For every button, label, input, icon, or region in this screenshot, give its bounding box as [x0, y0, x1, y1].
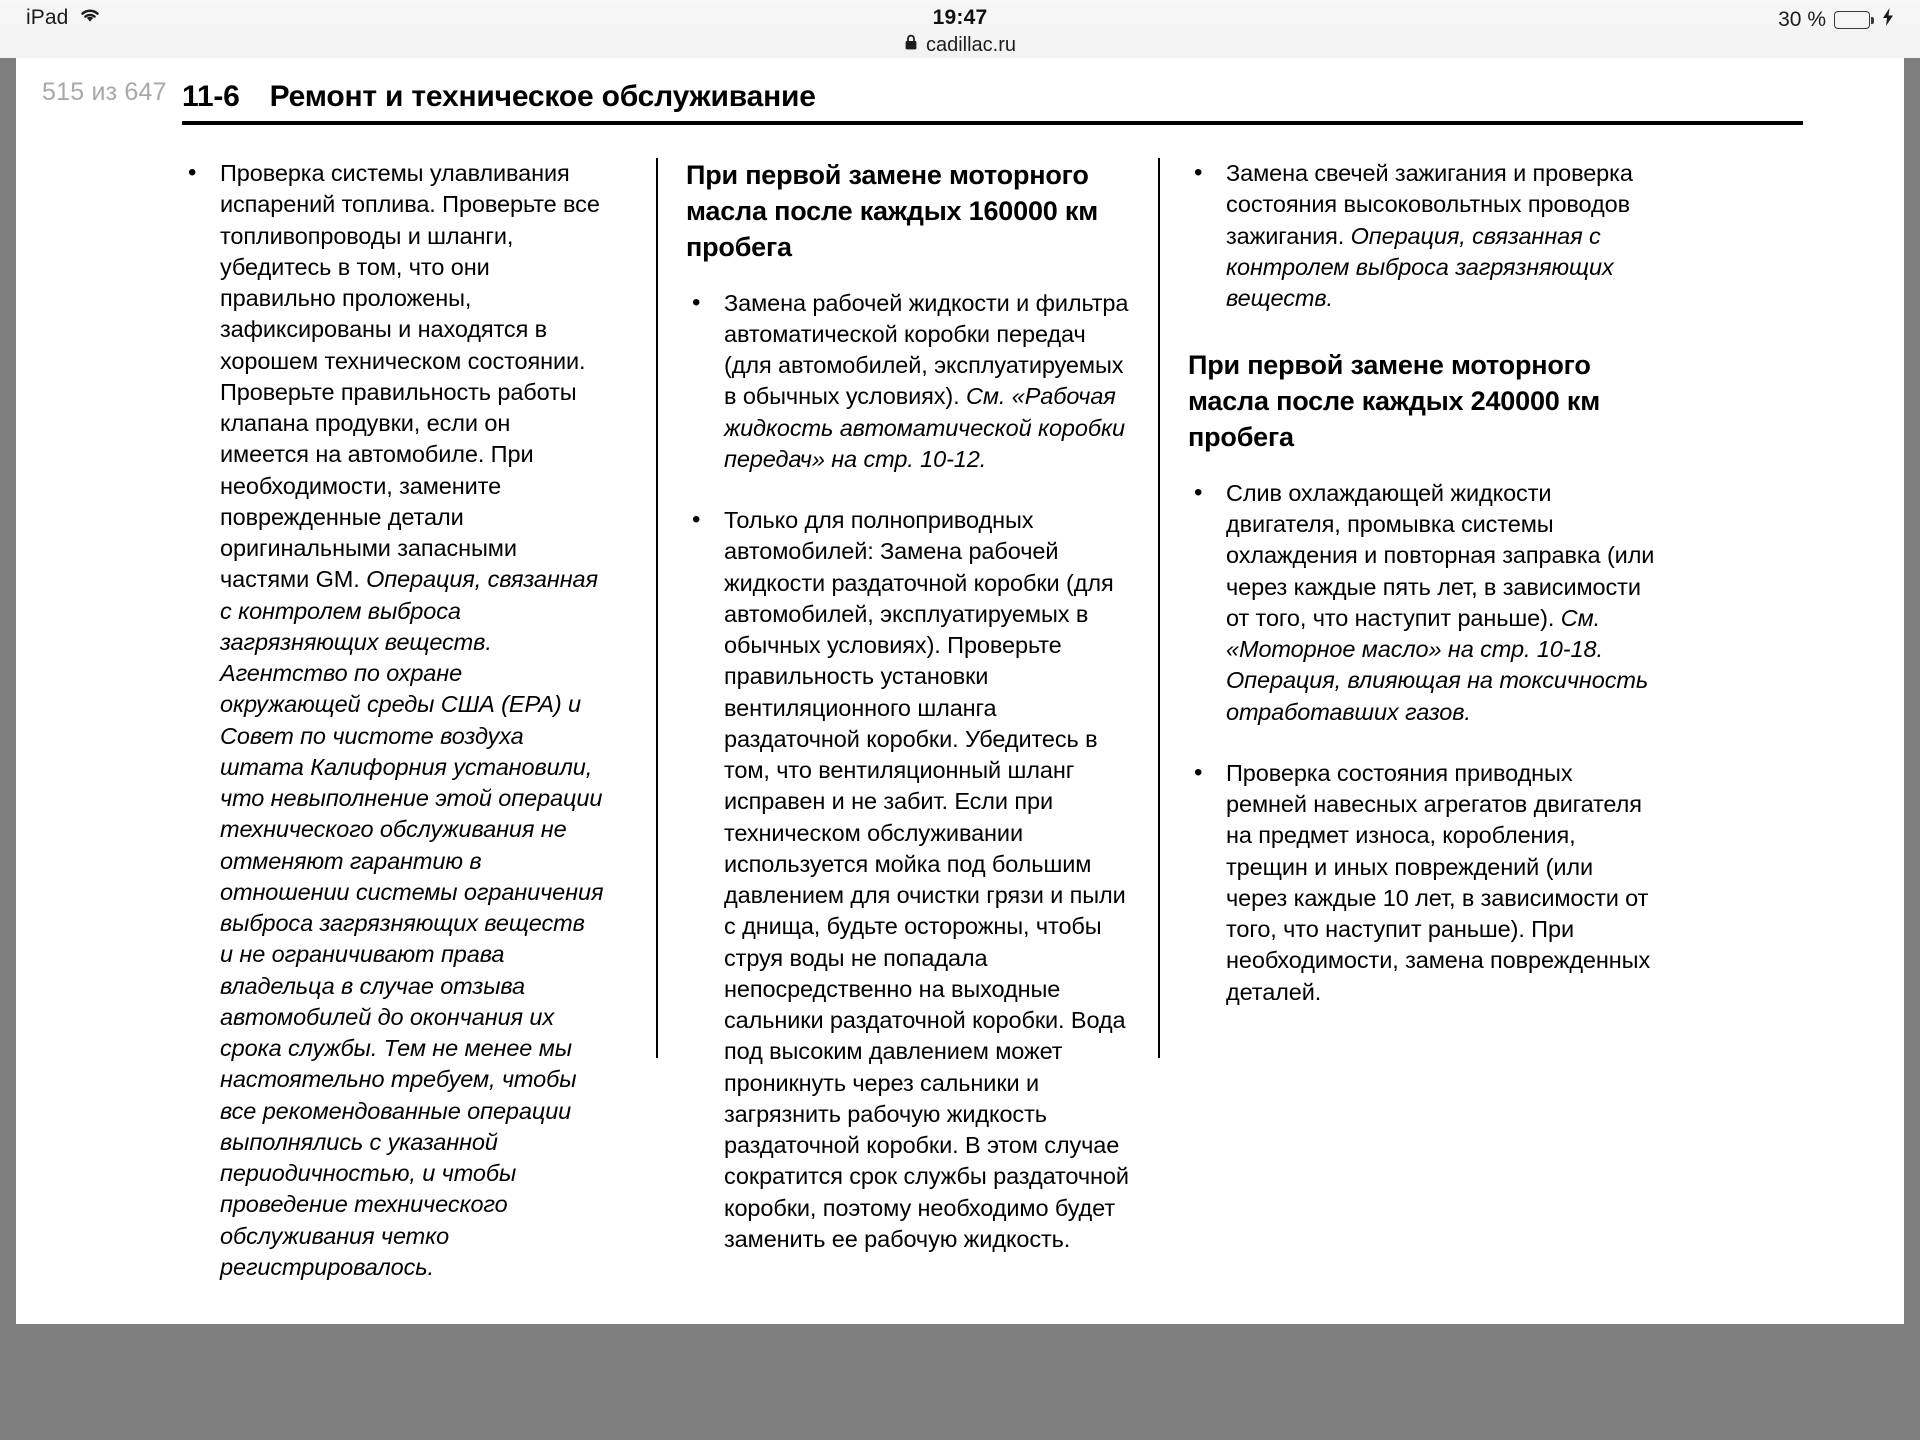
body-text: Замена рабочей жидкости и фильтра автоматической коробки передач (для автомобилей, эксплуатируемых в обычных условиях).	[724, 289, 1129, 410]
address-bar-url: cadillac.ru	[925, 34, 1017, 56]
list-item	[686, 288, 1132, 476]
bullet-list	[182, 158, 604, 1283]
body-text: Замена свечей зажигания и проверка состояния высоковольтных проводов зажигания.	[1226, 160, 1633, 249]
status-bar-left	[26, 6, 102, 30]
status-bar-right	[1778, 8, 1894, 32]
wifi-icon	[78, 6, 102, 30]
body-text: Проверка системы улавливания испарений топлива. Проверьте все топливопроводы и шланги, убедитесь в том, что они правильно проложены, зафиксированы и находятся в хорошем техническом состоянии. Проверьте правильность работы клапана продувки, если он имеется на автомобиле. При необходимости, замените поврежденные детали оригинальными запасными частями GM.	[220, 160, 600, 593]
list-item	[182, 158, 604, 1283]
column-heading: При первой замене моторного масла после каждых 160000 км пробега	[686, 160, 1098, 262]
battery-percent-label: 30 %	[1778, 8, 1826, 31]
section-number: 11-6	[182, 80, 240, 113]
list-item	[1188, 158, 1658, 314]
body-text: Проверка состояния приводных ремней навесных агрегатов двигателя на предмет износа, коробления, трещин и иных повреждений (или через каждые 10 лет, в зависимости от того, что наступит раньше). При необходимости, замена поврежденных деталей.	[1226, 759, 1651, 1005]
header-divider	[182, 121, 1803, 125]
clock: 19:47	[932, 6, 988, 29]
text-column-2	[656, 158, 1132, 1252]
status-bar-center	[0, 6, 1920, 57]
body-text-italic: См. «Рабочая жидкость автоматической коробки передач» на стр. 10-12.	[724, 383, 1125, 472]
bullet-list	[1188, 158, 1658, 314]
column-heading: При первой замене моторного масла после каждых 240000 км пробега	[1188, 350, 1600, 453]
body-text-italic: См. «Моторное масло» на стр. 10-18. Операция, влияющая на токсичность отработавших газов.	[1226, 604, 1649, 725]
document-page	[16, 58, 1904, 1324]
body-text-italic: Операция, связанная с контролем выброса загрязняющих веществ. Агентство по охране окружающей среды США (EPA) и Совет по чистоте воздуха штата Калифорния установили, что невыполнение этой операции технического обслуживания не отменяют гарантию в отношении системы ограничения выброса загрязняющих веществ и не ограничивают права владельца в случае отзыва автомобилей до окончания их срока службы. Тем не менее мы настоятельно требуем, чтобы все рекомендованные операции выполнялись с указанной периодичностью, и чтобы проведение технического обслуживания четко регистрировалось.	[220, 566, 604, 1280]
page-header	[182, 80, 1803, 125]
address-bar[interactable]	[904, 34, 1016, 57]
page-columns	[182, 158, 1803, 1280]
body-text: Только для полноприводных автомобилей: Замена рабочей жидкости раздаточной коробки (для автомобилей, эксплуатируемых в обычных условиях). Проверьте правильность установки вентиляционного шланга раздаточной коробки. Убедитесь в том, что вентиляционный шланг исправен и не забит. Если при техническом обслуживании используется мойка под большим давлением для очистки грязи и пыли с днища, будьте осторожны, чтобы струя воды не попадала непосредственно на выходные сальники раздаточной коробки. Вода под высоким давлением может проникнуть через сальники и загрязнить рабочую жидкость раздаточной коробки. В этом случае сократится срок службы раздаточной коробки, поэтому необходимо будет заменить ее рабочую жидкость.	[724, 507, 1129, 1252]
list-item	[1188, 758, 1658, 1008]
bolt-icon	[1882, 8, 1894, 32]
list-item	[686, 505, 1132, 1255]
device-label: iPad	[26, 6, 69, 29]
bullet-list	[1188, 478, 1658, 1008]
text-column-3	[1158, 158, 1658, 1058]
ios-status-bar	[0, 0, 1920, 58]
pdf-viewer[interactable]	[0, 58, 1920, 1440]
page-title: Ремонт и техническое обслуживание	[269, 80, 816, 113]
bullet-list	[686, 288, 1132, 1256]
list-item	[1188, 478, 1658, 728]
body-text: Слив охлаждающей жидкости двигателя, промывка системы охлаждения и повторная заправка (или через каждые пять лет, в зависимости от того, что наступит раньше).	[1226, 479, 1655, 631]
lock-icon	[904, 34, 918, 57]
body-text-italic: Операция, связанная с контролем выброса загрязняющих веществ.	[1226, 222, 1614, 311]
battery-icon	[1834, 11, 1870, 29]
page-counter: 515 из 647	[42, 78, 167, 106]
text-column-1	[182, 158, 630, 1280]
